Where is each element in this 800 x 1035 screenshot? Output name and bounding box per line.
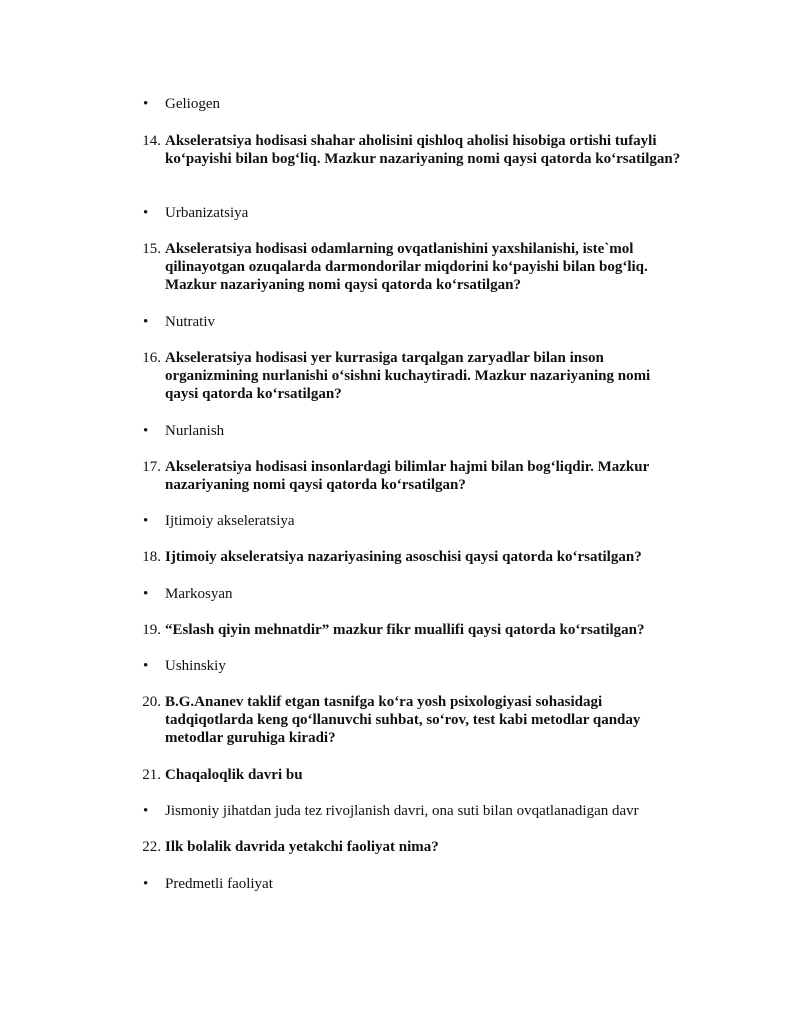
bullet-icon: •	[143, 876, 149, 892]
answer-text: Predmetli faoliyat	[165, 876, 273, 892]
question-text: Akseleratsiya hodisasi yer kurrasiga tarqalgan zaryadlar bilan inson organizmining nurlanishi o‘sishni kuchaytiradi. Mazkur nazariyaning nomi qaysi qatorda ko‘rsatilgan?	[165, 350, 651, 402]
question-text: Chaqaloqlik davri bu	[165, 767, 303, 783]
question-text: Akseleratsiya hodisasi odamlarning ovqatlanishini yaxshilanishi, iste`mol qilinayotgan ozuqalarda darmondorilar miqdorini ko‘payishi bilan bog‘liq. Mazkur nazariyaning nomi qaysi qatorda ko‘rsatilgan?	[165, 241, 648, 293]
question-number: 22.	[142, 839, 161, 855]
answer-text: Nutrativ	[165, 314, 215, 330]
question-number: 20.	[142, 694, 161, 710]
question-text: “Eslash qiyin mehnatdir” mazkur fikr muallifi qaysi qatorda ko‘rsatilgan?	[165, 622, 645, 638]
question-number: 21.	[142, 767, 161, 783]
answer-text: Ushinskiy	[165, 658, 226, 674]
bullet-icon: •	[143, 513, 149, 529]
answer-text: Markosyan	[165, 586, 233, 602]
answer-text: Geliogen	[165, 96, 220, 112]
question-text: Ijtimoiy akseleratsiya nazariyasining asoschisi qaysi qatorda ko‘rsatilgan?	[165, 549, 642, 565]
question-text: Ilk bolalik davrida yetakchi faoliyat nima?	[165, 839, 439, 855]
question-number: 14.	[142, 133, 161, 149]
question-text: B.G.Ananev taklif etgan tasnifga ko‘ra yosh psixologiyasi sohasidagi tadqiqotlarda keng qo‘llanuvchi suhbat, so‘rov, test kabi metodlar qanday metodlar guruhiga kiradi?	[165, 694, 641, 746]
question-number: 18.	[142, 549, 161, 565]
question-number: 17.	[142, 459, 161, 475]
question-number: 19.	[142, 622, 161, 638]
answer-text: Ijtimoiy akseleratsiya	[165, 513, 295, 529]
bullet-icon: •	[143, 586, 149, 602]
bullet-icon: •	[143, 803, 149, 819]
bullet-icon: •	[143, 658, 149, 674]
bullet-icon: •	[143, 205, 149, 221]
question-number: 15.	[142, 241, 161, 257]
question-text: Akseleratsiya hodisasi insonlardagi bilimlar hajmi bilan bog‘liqdir. Mazkur nazariyaning nomi qaysi qatorda ko‘rsatilgan?	[165, 459, 649, 493]
question-text: Akseleratsiya hodisasi shahar aholisini qishloq aholisi hisobiga ortishi tufayli ko‘payishi bilan bog‘liq. Mazkur nazariyaning nomi qaysi qatorda ko‘rsatilgan?	[165, 133, 681, 167]
answer-text: Jismoniy jihatdan juda tez rivojlanish davri, ona suti bilan ovqatlanadigan davr	[165, 803, 639, 819]
bullet-icon: •	[143, 314, 149, 330]
question-number: 16.	[142, 350, 161, 366]
bullet-icon: •	[143, 96, 149, 112]
answer-text: Urbanizatsiya	[165, 205, 249, 221]
bullet-icon: •	[143, 423, 149, 439]
answer-text: Nurlanish	[165, 423, 225, 439]
